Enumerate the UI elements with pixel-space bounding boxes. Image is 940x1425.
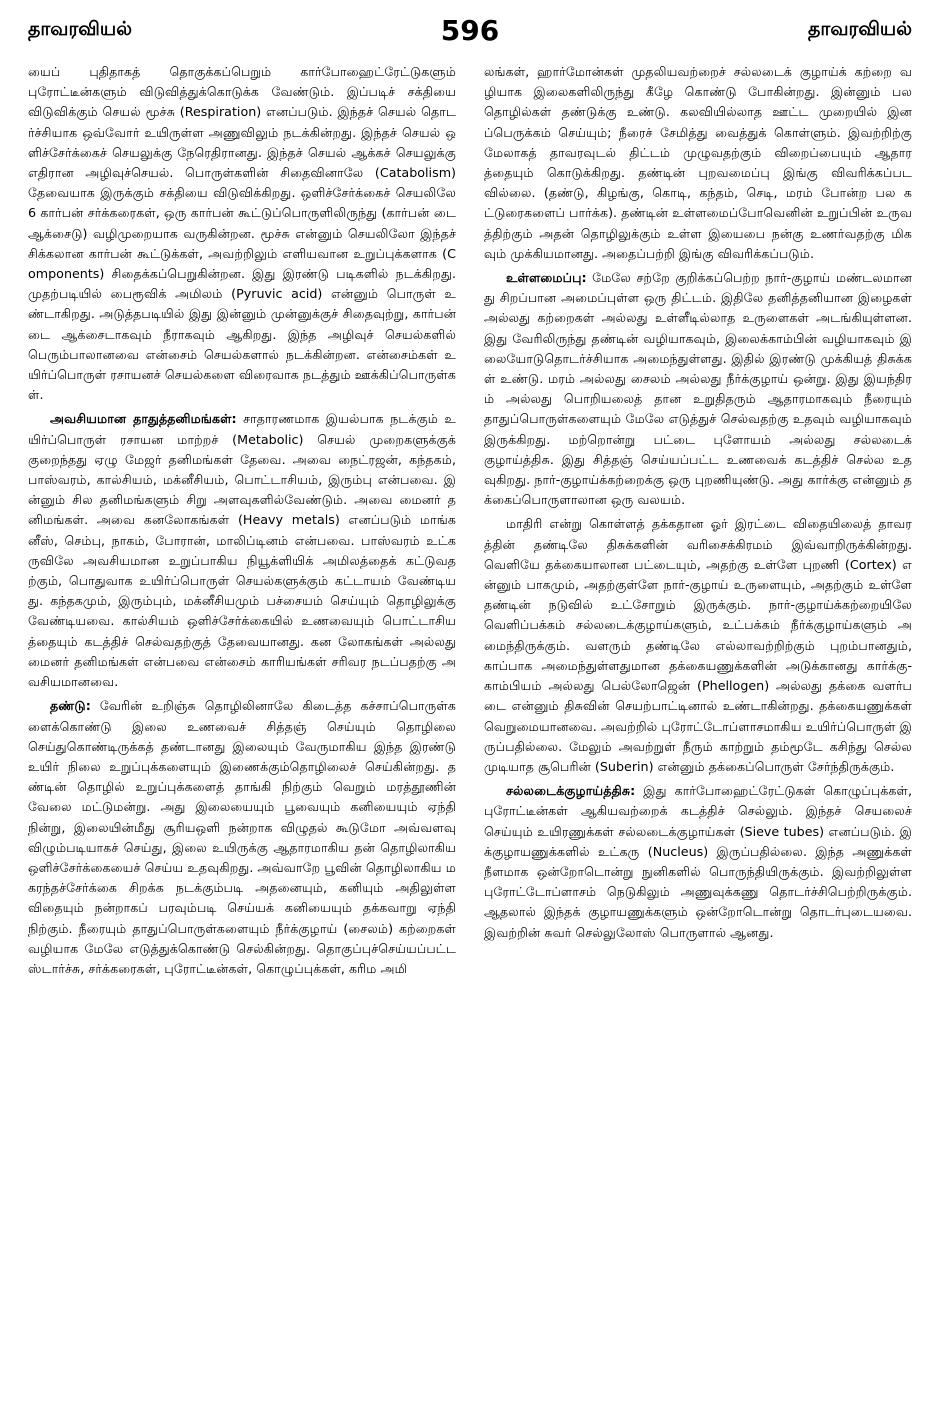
paragraph-heading: அவசியமான தாதுத்தனிமங்கள்: <box>50 411 237 427</box>
paragraph-heading: தண்டு: <box>50 698 91 714</box>
paragraph <box>28 696 456 979</box>
paragraph <box>484 781 912 943</box>
page-header <box>28 0 912 62</box>
paragraph-heading: உள்ளமைப்பு: <box>506 270 587 286</box>
paragraph-text: மாதிரி என்று கொள்ளத் தக்கதான ஓர் இரட்டை விதையிலைத் தாவரத்தின் தண்டிலே திசுக்களின் வரிசைக்கிரமம் இவ்வாறிருக்கின்றது. வெளியே தக்கையாலான பட்டையும், அதற்கு உள்ளே புறணி (Cortex) என்னும் பாகமும், அதற்குள்ளே நார்-குழாய் உருளையும், அதற்கும் உள்ளே தண்டின் நடுவில் உட்சோறும் இருக்கும். நார்-குழாய்க்கற்றையிலே வெளிப்பக்கம் சல்லடைக்குழாய்களும், உட்பக்கம் நீர்க்குழாய்களும் அமைந்திருக்கும். வளரும் தண்டிலே எல்லாவற்றிற்கும் புறம்பானதும், காப்பாக அமைந்துள்ளதுமான தக்கையணுக்களின் அடுக்கானது கார்க்கு-காம்பியம் அல்லது பெல்லோஜென் (Phellogen) அல்லது தக்கை வளர்படை என்னும் திசுவின் செயற்பாட்டினால் உண்டாகின்றது. தக்கையணுக்கள் வெறுமையானவை. அவற்றில் புரோட்டோப்ளாசமாகிய உயிர்ப்பொருள் இருப்பதில்லை. மேலும் அவற்றுள் நீரும் காற்றும் தம்மூடே கசிந்து செல்ல முடியாத சூபெரின் (Suberin) என்னும் தக்கைப்பொருள் சேர்ந்திருக்கும். <box>484 516 912 774</box>
page-number: 596 <box>440 14 500 47</box>
text-columns <box>28 62 912 1407</box>
paragraph <box>484 514 912 777</box>
left-column <box>28 62 456 1407</box>
paragraph-text: யைப் புதிதாகத் தொகுக்கப்பெறும் கார்போஹைட்ரேட்டுகளும் புரோட்டீன்களும் விடுவித்துக்கொடுக்க வேண்டும். இப்படிச் சக்தியை விடுவிக்கும் செயல் மூச்சு (Respiration) எனப்படும். இந்தச் செயல் தொடர்ச்சியாக ஒவ்வோர் உயிருள்ள அணுவிலும் நடக்கின்றது. இந்தச் செயல் ஒளிச்சேர்க்கைச் செயலுக்கு நேரெதிரானது. இந்தச் செயல் ஆக்கச் செயலுக்கு எதிரான அழிவுச்செயல். பொருள்களின் சிதைவினாலே (Catabolism) தேவையாக இருக்கும் சக்தியை விடுவிக்கிறது. ஒளிச்சேர்க்கைச் செயலிலே 6 கார்பன் சர்க்கரைகள், ஒரு கார்பன் கூட்டுப்பொருளிலிருந்து (கார்பன் டை ஆக்சைடு) வழிமுறையாக வருகின்றன. மூச்சு என்னும் செயலிலோ இந்தச் சிக்கலான கார்பன் கூட்டுக்கள், அவற்றிலும் எளியவான உறுப்புக்களாக (Components) சிதைக்கப்பெறுகின்றன. இது இரண்டு படிகளில் நடக்கிறது. முதற்படியில் பைரூவிக் அமிலம் (Pyruvic acid) என்னும் பொருள் உண்டாகிறது. அடுத்தபடியில் இது இன்னும் முன்னுக்குச் சிதைவுற்று, கார்பன் டை ஆக்சைடாகவும் நீராகவும் ஆகிறது. இந்த அழிவுச் செயல்களில் பெரும்பாலானவை என்சைம் செயல்களால் நடக்கின்றன. என்சைம்கள் உயிர்ப்பொருள் ரசாயனச் செயல்களை விரைவாக நடத்தும் ஊக்கிப்பொருள்கள். <box>28 64 456 403</box>
paragraph-text: சாதாரணமாக இயல்பாக நடக்கும் உயிர்ப்பொருள் ரசாயன மாற்றச் (Metabolic) செயல் முறைகளுக்குக் குறைந்தது ஏழு மேஜர் தனிமங்கள் தேவை. அவை நைட்ரஜன், கந்தகம், பாஸ்வரம், கால்சியம், மக்னீசியம், பொட்டாசியம், இரும்பு என்பவை. இன்னும் சில தனிமங்களும் சிறு அளவுகளில்வேண்டும். அவை மைனர் தனிமங்கள். அவை கனலோகங்கள் (Heavy metals) எனப்படும் மாங்கனீஸ், செம்பு, நாகம், போரான், மாலிப்டினம் என்பவை. பாஸ்வரம் உட்கருவிலே அவசியமான உறுப்பாகிய நியூக்ளியிக் அமிலத்தைக் கட்டுவதற்கும், பொதுவாக உயிர்ப்பொருள் செயல்களுக்கும் கட்டாயம் வேண்டியது. கந்தகமும், இரும்பும், மக்னீசியமும் பச்சையம் செய்யும் தொழிலுக்கு வேண்டியவை. கால்சியம் ஒளிச்சேர்க்கையில் உணவையும் பொட்டாசியத்தையும் கடத்திச் செல்வதற்குத் தேவையானது. கன லோகங்கள் அல்லது மைனர் தனிமங்கள் என்பவை என்சைம் காரியங்கள் சரிவர நடப்பதற்கு அவசியமானவை. <box>28 411 456 690</box>
paragraph <box>484 62 912 264</box>
paragraph-heading: சல்லடைக்குழாய்த்திசு: <box>506 783 636 799</box>
right-column <box>484 62 912 1407</box>
paragraph <box>484 268 912 510</box>
paragraph <box>28 62 456 405</box>
paragraph <box>28 409 456 692</box>
running-title-right: தாவரவியல் <box>808 18 912 40</box>
paragraph-text: லங்கள், ஹார்மோன்கள் முதலியவற்றைச் சல்லடைக் குழாய்க் கற்றை வழியாக இலைகளிலிருந்து கீழே கொண்டு போகின்றது. இன்னும் பல தொழில்கள் தண்டுக்கு உண்டு. கலவியில்லாத ஊட்ட முறையில் இனப்பெருக்கம் செய்யும்; நீரைச் சேமித்து வைத்துக் கொள்ளும். இவற்றிற்கு மேலாகத் தாவரவுடல் திட்டம் முழுவதற்கும் விறைப்பையும் ஆதாரத்தையும் கொடுக்கிறது. தண்டின் புறவமைப்பு இங்கு விவரிக்கப்படவில்லை. (தண்டு, கிழங்கு, கொடி, கந்தம், செடி, மரம் போன்ற பல கட்டுரைகளைப் பார்க்க). தண்டின் உள்ளமைப்போவெனின் உறுப்பின் உருவத்திற்கும் அதன் தொழிலுக்கும் உள்ள இயைபை நன்கு உணர்வதற்கு மிகவும் முக்கியமானது. அதைப்பற்றி இங்கு விவரிக்கப்படும். <box>484 64 912 261</box>
paragraph-text: வேரின் உறிஞ்சு தொழிலினாலே கிடைத்த கச்சாப்பொருள்களைக்கொண்டு இலை உணவைச் சித்தஞ் செய்யும் தொழிலை செய்துகொண்டிருக்கத் தண்டானது இலையும் வேருமாகிய இந்த இரண்டு உயிர் நிலை உறுப்புக்களையும் இணைக்கும்தொழிலைச் செய்கின்றது. தண்டின் தொழில் உறுப்புக்களைத் தாங்கி நிற்கும் வெறும் மரத்தூணின் வேலை மட்டுமன்று. அது இலையையும் பூவையும் கனியையும் ஏந்தி நின்று, இலையின்மீது சூரியஒளி நன்றாக விழுதல் கூடுமோ அவ்வளவு விழும்படியாகச் செய்து, இலை உயிருக்கு ஆதாரமாகிய தன் தொழிலாகிய ஒளிச்சேர்க்கையைச் செய்ய உதவுகிறது. அவ்வாறே பூவின் தொழிலாகிய மகரந்தச்சேர்க்கை சிறக்க நடக்கும்படி அதனையும், கனியும் அதிலுள்ள விதையும் நன்றாகப் பரவும்படி செய்யக் கனியையும் தக்கவாறு ஏந்தி நிற்கும். நீரையும் தாதுப்பொருள்களையும் நீர்க்குழாய் (சைலம்) கற்றைகள் வழியாக மேலே எடுத்துக்கொண்டு செல்கின்றது. தொகுப்புச்செய்யப்பட்ட ஸ்டார்ச்சு, சர்க்கரைகள், புரோட்டீன்கள், கொழுப்புக்கள், கரிம அமி <box>28 698 456 976</box>
running-title-left: தாவரவியல் <box>28 18 132 40</box>
paragraph-text: இது கார்போஹைட்ரேட்டுகள் கொழுப்புக்கள், புரோட்டீன்கள் ஆகியவற்றைக் கடத்திச் செல்லும். இந்தச் செயலைச் செய்யும் உயிரணுக்கள் சல்லடைக்குழாய்கள் (Sieve tubes) எனப்படும். இக்குழாயணுக்களில் உட்கரு (Nucleus) இருப்பதில்லை. இந்த அணுக்கள் நீளமாக ஒன்றோடொன்று நுனிகளில் பொருந்தியிருக்கும். இவற்றிலுள்ள புரோட்டோப்ளாசம் நெடுகிலும் அணுவுக்கணு தொடர்ச்சிபெற்றிருக்கும். ஆதலால் இந்தக் குழாயணுக்களும் ஒன்றோடொன்று தொடர்புடையவை. இவற்றின் சுவர் செல்லுலோஸ் பொருளால் ஆனது. <box>484 783 912 940</box>
paragraph-text: மேலே சற்றே குறிக்கப்பெற்ற நார்-குழாய் மண்டலமானது சிறப்பான அமைப்புள்ள ஒரு திட்டம். இதிலே தனித்தனியான இழைகள் அல்லது கற்றைகள் அல்லது உள்ளீடில்லாத உருளைகள் அடங்கியுள்ளன. இது வேரிலிருந்து தண்டின் வழியாகவும், இலைக்காம்பின் வழியாகவும் இலையோடுதொடர்ச்சியாக அமைந்துள்ளது. இதில் இரண்டு முக்கியத் திசுக்கள் உண்டு. மரம் அல்லது சைலம் அல்லது நீர்க்குழாய் ஒன்று. இது இயந்திரம் அல்லது பொறியலைத் தான உறுதிதரும் ஆதாரமாகவும் நீரையும் தாதுப்பொருள்களையும் மேலே எடுத்துச் செல்வதற்கு உதவும் வழியாகவும் இருக்கிறது. மற்றொன்று பட்டை புளோயம் அல்லது சல்லடைக் குழாய்த்திசு. இது சித்தஞ் செய்யப்பட்ட உணவைக் கடத்திச் செல்ல உதவுகிறது. நார்-குழாய்க்கற்றைக்கு ஒரு புறணியுண்டு. அது கார்க்கு என்னும் தக்கைப்பொருளாலான ஒரு வலயம். <box>484 270 912 508</box>
